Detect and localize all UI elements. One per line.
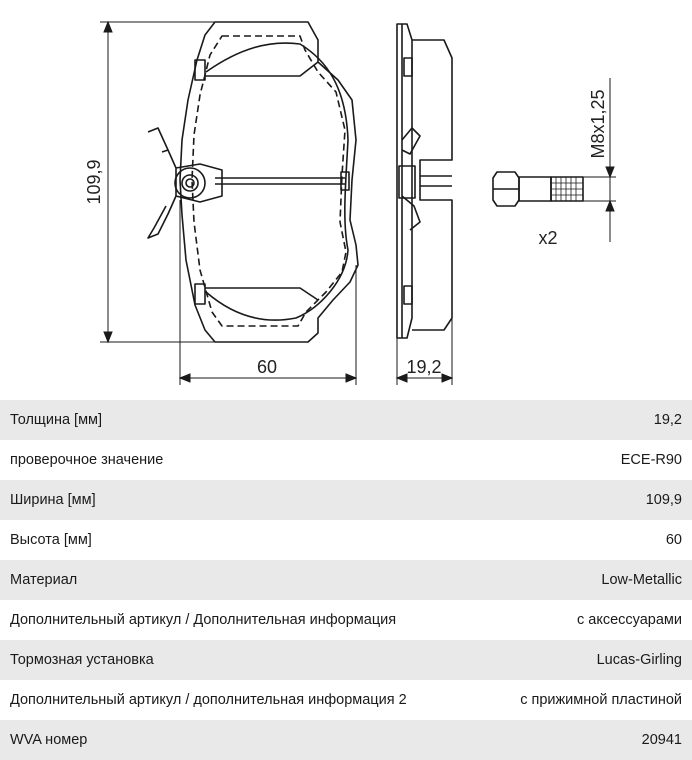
height-dim-label: 109,9 — [84, 159, 104, 205]
spec-label: Ширина [мм] — [10, 492, 96, 508]
spec-label: проверочное значение — [10, 452, 164, 468]
spec-value: Low-Metallic — [601, 572, 682, 588]
pad-upper-edge — [205, 62, 318, 76]
left-lower-tab — [195, 284, 205, 304]
thickness-arrow-right — [442, 374, 452, 382]
pad-friction-material — [192, 36, 346, 326]
spec-label: Тормозная установка — [10, 652, 154, 668]
pad-lower-edge — [205, 288, 318, 300]
spec-row-extra-info — [0, 600, 692, 640]
spec-row-test-value — [0, 440, 692, 480]
side-friction-block — [412, 40, 452, 330]
height-arrow-top — [104, 22, 112, 32]
spec-row-brake-system — [0, 640, 692, 680]
bolt-qty-label: x2 — [538, 228, 558, 248]
bolt-thread-label: M8x1,25 — [588, 89, 608, 159]
bolt-arrow-top — [606, 167, 614, 177]
spec-value: 60 — [665, 532, 682, 548]
spec-value: Lucas-Girling — [596, 652, 682, 668]
spec-label: Дополнительный артикул / дополнительная информация 2 — [10, 692, 407, 708]
spec-value: с прижимной пластиной — [520, 692, 682, 708]
spec-value: 20941 — [641, 732, 682, 748]
bolt-arrow-bottom — [606, 201, 614, 211]
spec-value: 19,2 — [653, 412, 682, 428]
spec-label: WVA номер — [10, 732, 88, 748]
spec-row-width — [0, 480, 692, 520]
thickness-dim-label: 19,2 — [406, 357, 442, 377]
spec-row-height — [0, 520, 692, 560]
spec-row-extra-info-2 — [0, 680, 692, 720]
spec-value: с аксессуарами — [576, 612, 682, 628]
width-arrow-left — [180, 374, 190, 382]
pad-inner-contour — [206, 43, 348, 320]
spec-label: Толщина [мм] — [10, 412, 103, 428]
side-spring — [402, 128, 420, 230]
spec-label: Дополнительный артикул / Дополнительная информация — [10, 612, 397, 628]
spec-row-wva-number — [0, 720, 692, 760]
side-clip-top — [404, 58, 412, 76]
spec-label: Высота [мм] — [10, 532, 92, 548]
width-dim-label: 60 — [256, 357, 278, 377]
center-bolt-inner — [182, 175, 198, 191]
spec-value: ECE-R90 — [620, 452, 682, 468]
spec-row-thickness — [0, 400, 692, 440]
spec-label: Материал — [10, 572, 78, 588]
height-arrow-bottom — [104, 332, 112, 342]
bolt-thread-hatch — [551, 177, 583, 201]
spec-table — [0, 400, 692, 760]
spec-row-material — [0, 560, 692, 600]
width-arrow-right — [346, 374, 356, 382]
side-clip-bottom — [404, 286, 412, 304]
spec-value: 109,9 — [645, 492, 682, 508]
bolt-shank — [519, 177, 551, 201]
spring-clip — [148, 128, 176, 238]
